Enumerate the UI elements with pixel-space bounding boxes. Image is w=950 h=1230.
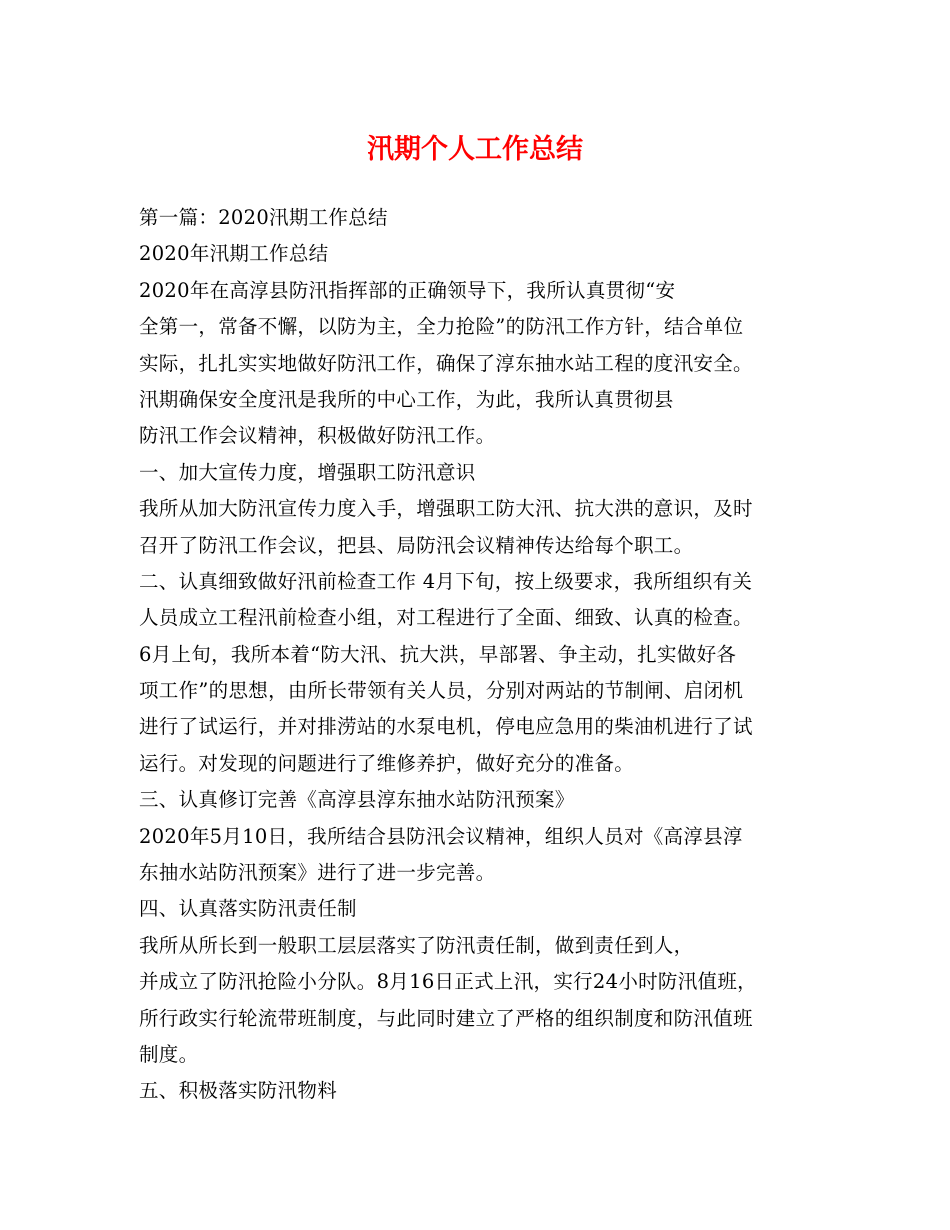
body-line: 6月上旬，我所本着“防大汛、抗大洪，早部署、争主动，扎实做好各 xyxy=(139,642,737,666)
body-line: 召开了防汛工作会议，把县、局防汛会议精神传达给每个职工。 xyxy=(139,533,694,557)
body-line: 进行了试运行，并对排涝站的水泵电机，停电应急用的柴油机进行了试 xyxy=(139,715,753,739)
body-line: 汛期确保安全度汛是我所的中心工作，为此，我所认真贯彻县 xyxy=(139,387,674,411)
body-line: 防汛工作会议精神，积极做好防汛工作。 xyxy=(139,424,496,448)
body-line: 项工作”的思想，由所长带领有关人员，分别对两站的节制闸、启闭机 xyxy=(139,679,744,703)
body-line: 第一篇：2020汛期工作总结 xyxy=(139,206,388,229)
body-line: 制度。 xyxy=(139,1042,199,1066)
body-line: 我所从加大防汛宣传力度入手，增强职工防大汛、抗大洪的意识，及时 xyxy=(139,497,753,521)
body-line: 实际，扎扎实实地做好防汛工作，确保了淳东抽水站工程的度汛安全。 xyxy=(139,351,753,375)
body-line: 东抽水站防汛预案》进行了进一步完善。 xyxy=(139,861,496,885)
body-line: 2020年5月10日，我所结合县防汛会议精神，组织人员对《高淳县淳 xyxy=(139,824,743,848)
body-line: 运行。对发现的问题进行了维修养护，做好充分的准备。 xyxy=(139,751,635,775)
body-line: 全第一，常备不懈，以防为主，全力抢险”的防汛工作方针，结合单位 xyxy=(139,315,744,339)
section-heading: 四、认真落实防汛责任制 xyxy=(139,897,357,921)
section-heading: 二、认真细致做好汛前检查工作 4月下旬，按上级要求，我所组织有关 xyxy=(139,569,753,593)
document-title: 汛期个人工作总结 xyxy=(367,134,583,165)
document-body xyxy=(139,200,839,1110)
section-heading: 三、认真修订完善《高淳县淳东抽水站防汛预案》 xyxy=(139,788,575,812)
body-line: 所行政实行轮流带班制度，与此同时建立了严格的组织制度和防汛值班 xyxy=(139,1006,753,1030)
body-line: 并成立了防汛抢险小分队。8月16日正式上汛，实行24小时防汛值班， xyxy=(139,970,757,994)
body-line: 2020年在高淳县防汛指挥部的正确领导下，我所认真贯彻“安 xyxy=(139,278,676,302)
body-line: 2020年汛期工作总结 xyxy=(139,242,329,266)
section-heading: 五、积极落实防汛物料 xyxy=(139,1079,338,1103)
body-line: 我所从所长到一般职工层层落实了防汛责任制，做到责任到人， xyxy=(139,933,694,957)
body-line: 人员成立工程汛前检查小组，对工程进行了全面、细致、认真的检查。 xyxy=(139,606,753,630)
section-heading: 一、加大宣传力度，增强职工防汛意识 xyxy=(139,460,476,484)
